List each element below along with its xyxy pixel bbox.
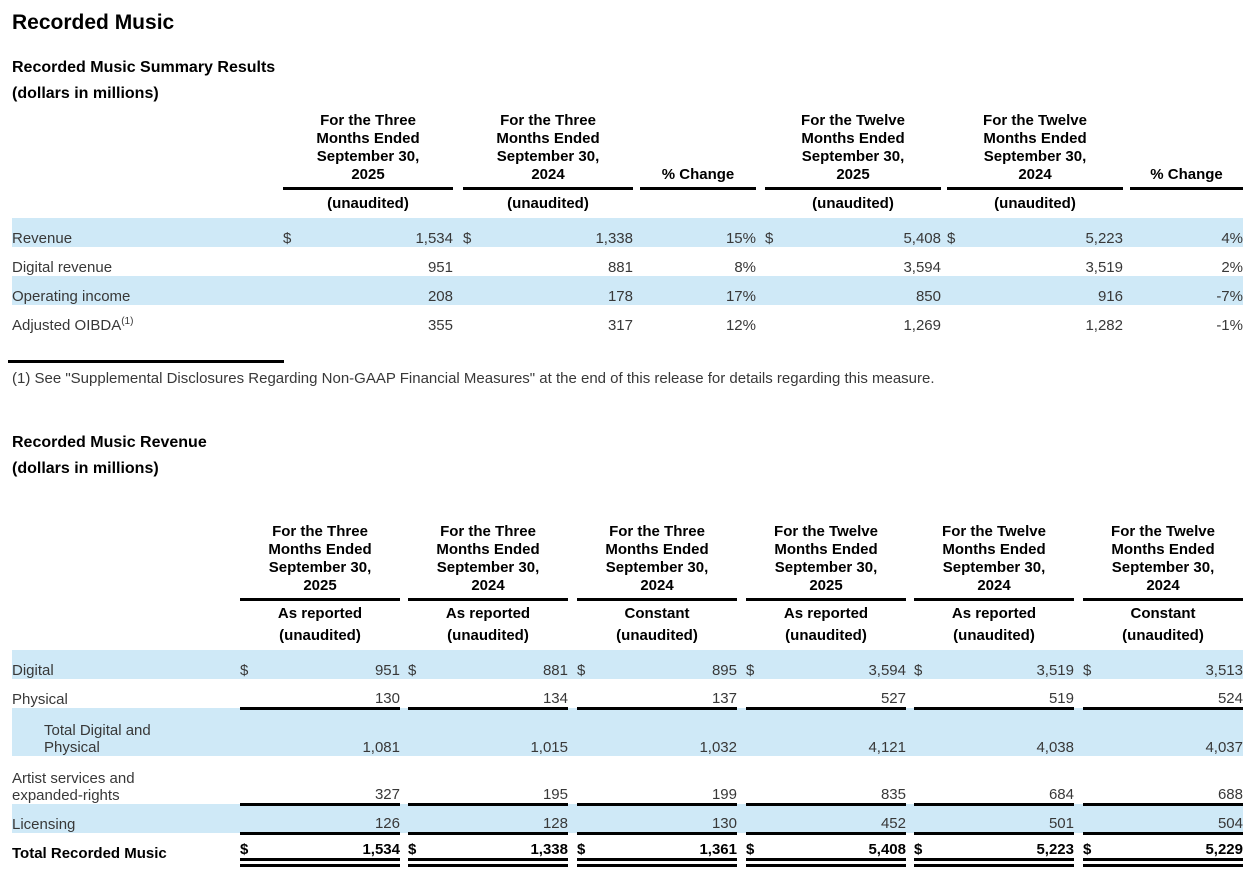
cell-value: 881	[542, 662, 568, 679]
footnote-text: (1) See "Supplemental Disclosures Regarding Non-GAAP Financial Measures" at the end of this release for details regarding this measure.	[12, 370, 935, 387]
revenue-header-note-row	[12, 622, 1243, 650]
row-label: Revenue	[12, 230, 73, 247]
currency-symbol: $	[240, 833, 265, 862]
currency-symbol: $	[746, 833, 771, 862]
basis-label: As reported	[951, 605, 1037, 622]
unaudited-note: (unaudited)	[812, 195, 894, 212]
cell-value: 5,408	[903, 230, 941, 247]
cell-value: 208	[427, 288, 453, 305]
row-label: Total Recorded Music	[12, 845, 167, 862]
currency-symbol: $	[1083, 833, 1108, 862]
cell-value: 195	[433, 756, 568, 804]
basis-label: As reported	[783, 605, 869, 622]
cell-value: 3,594	[868, 662, 906, 679]
revenue-table	[12, 523, 1243, 867]
summary-header-note-row	[12, 189, 1243, 219]
cell-value: 327	[265, 756, 400, 804]
cell-value: 916	[1097, 288, 1123, 305]
summary-section	[12, 58, 1243, 334]
cell-value: 128	[433, 804, 568, 833]
unaudited-note: (unaudited)	[327, 195, 409, 212]
cell-value: 1,015	[530, 739, 568, 756]
cell-value: 2%	[1221, 259, 1243, 276]
cell-value: 126	[265, 804, 400, 833]
column-header: For the Three Months Ended September 30, 2024	[577, 523, 737, 600]
cell-value: 1,338	[433, 833, 568, 862]
column-header: For the Twelve Months Ended September 30, 2025	[746, 523, 906, 600]
unaudited-note: (unaudited)	[994, 195, 1076, 212]
cell-value: 3,519	[1036, 662, 1074, 679]
cell-value: 881	[607, 259, 633, 276]
cell-value: 1,032	[699, 739, 737, 756]
column-header-pct-change: % Change	[640, 112, 756, 189]
cell-value: 835	[771, 756, 906, 804]
basis-label: As reported	[445, 605, 531, 622]
currency-symbol: $	[408, 662, 417, 679]
cell-value: 17%	[725, 288, 756, 305]
table-row-operating-income	[12, 276, 1243, 305]
basis-label: As reported	[277, 605, 363, 622]
cell-value: 1,534	[265, 833, 400, 862]
currency-symbol: $	[914, 662, 923, 679]
column-header: For the Three Months Ended September 30, 2024	[463, 112, 633, 189]
row-label: Physical	[12, 691, 68, 708]
currency-symbol: $	[240, 662, 249, 679]
cell-value: 688	[1108, 756, 1243, 804]
currency-symbol: $	[283, 230, 292, 247]
cell-value: 1,282	[1085, 317, 1123, 334]
summary-table	[12, 112, 1243, 334]
cell-value: 1,269	[903, 317, 941, 334]
cell-value: 5,223	[1085, 230, 1123, 247]
cell-value: 524	[1108, 679, 1243, 708]
table-row-revenue	[12, 218, 1243, 247]
cell-value: 317	[607, 317, 633, 334]
row-label: Operating income	[12, 288, 131, 305]
unaudited-note: (unaudited)	[616, 627, 698, 644]
table-row-total-digital-physical	[12, 708, 1243, 756]
table-row-digital-revenue	[12, 247, 1243, 276]
cell-value: 3,519	[1085, 259, 1123, 276]
cell-value: 527	[771, 679, 906, 708]
cell-value: 3,513	[1205, 662, 1243, 679]
currency-symbol: $	[765, 230, 774, 247]
row-label: Adjusted OIBDA$^{(1)}$	[12, 316, 134, 334]
table-row-licensing	[12, 804, 1243, 833]
cell-value: 1,534	[415, 230, 453, 247]
column-header-pct-change: % Change	[1130, 112, 1243, 189]
cell-value: 12%	[725, 317, 756, 334]
currency-symbol: $	[577, 833, 602, 862]
table-row-adjusted-oibda	[12, 305, 1243, 334]
cell-value: 130	[265, 679, 400, 708]
unaudited-note: (unaudited)	[279, 627, 361, 644]
cell-value: 199	[602, 756, 737, 804]
cell-value: 1,338	[595, 230, 633, 247]
column-header: For the Twelve Months Ended September 30, 2024	[1083, 523, 1243, 600]
table-row-total-recorded-music	[12, 833, 1243, 862]
unaudited-note: (unaudited)	[1122, 627, 1204, 644]
cell-value: 355	[427, 317, 453, 334]
cell-value: 1,361	[602, 833, 737, 862]
cell-value: 130	[602, 804, 737, 833]
table-row-digital	[12, 650, 1243, 679]
cell-value: 134	[433, 679, 568, 708]
cell-value: 178	[607, 288, 633, 305]
cell-value: 5,408	[771, 833, 906, 862]
revenue-header-basis-row	[12, 600, 1243, 623]
basis-label: Constant	[1130, 605, 1196, 622]
currency-symbol: $	[463, 230, 472, 247]
revenue-header-period-row	[12, 523, 1243, 600]
summary-header-period-row	[12, 112, 1243, 189]
cell-value: 951	[427, 259, 453, 276]
unaudited-note: (unaudited)	[785, 627, 867, 644]
row-label: Digital	[12, 662, 54, 679]
revenue-section	[12, 433, 1243, 867]
cell-value: 684	[939, 756, 1074, 804]
currency-symbol: $	[947, 230, 956, 247]
currency-symbol: $	[1083, 662, 1092, 679]
cell-value: -1%	[1216, 317, 1243, 334]
cell-value: 850	[915, 288, 941, 305]
cell-value: 8%	[734, 259, 756, 276]
row-label: Artist services and expanded-rights	[12, 770, 135, 804]
column-header: For the Twelve Months Ended September 30, 2024	[947, 112, 1123, 189]
currency-symbol: $	[577, 662, 586, 679]
cell-value: 452	[771, 804, 906, 833]
basis-label: Constant	[624, 605, 690, 622]
cell-value: 4%	[1221, 230, 1243, 247]
column-header: For the Twelve Months Ended September 30, 2024	[914, 523, 1074, 600]
summary-table-subtitle: (dollars in millions)	[12, 85, 159, 102]
cell-value: 15%	[725, 230, 756, 247]
row-label: Digital revenue	[12, 259, 113, 276]
currency-symbol: $	[746, 662, 755, 679]
footnote	[12, 360, 1243, 387]
cell-value: 4,037	[1205, 739, 1243, 756]
cell-value: -7%	[1216, 288, 1243, 305]
cell-value: 4,038	[1036, 739, 1074, 756]
unaudited-note: (unaudited)	[507, 195, 589, 212]
cell-value: 519	[939, 679, 1074, 708]
column-header: For the Three Months Ended September 30, 2025	[240, 523, 400, 600]
currency-symbol: $	[914, 833, 939, 862]
cell-value: 4,121	[868, 739, 906, 756]
cell-value: 504	[1108, 804, 1243, 833]
cell-value: 501	[939, 804, 1074, 833]
unaudited-note: (unaudited)	[447, 627, 529, 644]
table-row-physical	[12, 679, 1243, 708]
footnote-rule	[8, 360, 284, 363]
column-header: For the Three Months Ended September 30, 2025	[283, 112, 453, 189]
column-header: For the Three Months Ended September 30, 2024	[408, 523, 568, 600]
footnote-marker: (1)	[121, 316, 134, 327]
column-header: For the Twelve Months Ended September 30, 2025	[765, 112, 941, 189]
table-row-artist-services	[12, 756, 1243, 804]
cell-value: 137	[602, 679, 737, 708]
revenue-table-title: Recorded Music Revenue	[12, 434, 207, 451]
row-label: Total Digital and Physical	[44, 722, 151, 756]
currency-symbol: $	[408, 833, 433, 862]
cell-value: 1,081	[362, 739, 400, 756]
cell-value: 951	[374, 662, 400, 679]
summary-table-title: Recorded Music Summary Results	[12, 59, 276, 76]
unaudited-note: (unaudited)	[953, 627, 1035, 644]
cell-value: 3,594	[903, 259, 941, 276]
cell-value: 5,229	[1108, 833, 1243, 862]
page-title: Recorded Music	[12, 11, 175, 34]
cell-value: 895	[711, 662, 737, 679]
cell-value: 5,223	[939, 833, 1074, 862]
revenue-table-subtitle: (dollars in millions)	[12, 460, 159, 477]
row-label: Licensing	[12, 816, 76, 833]
